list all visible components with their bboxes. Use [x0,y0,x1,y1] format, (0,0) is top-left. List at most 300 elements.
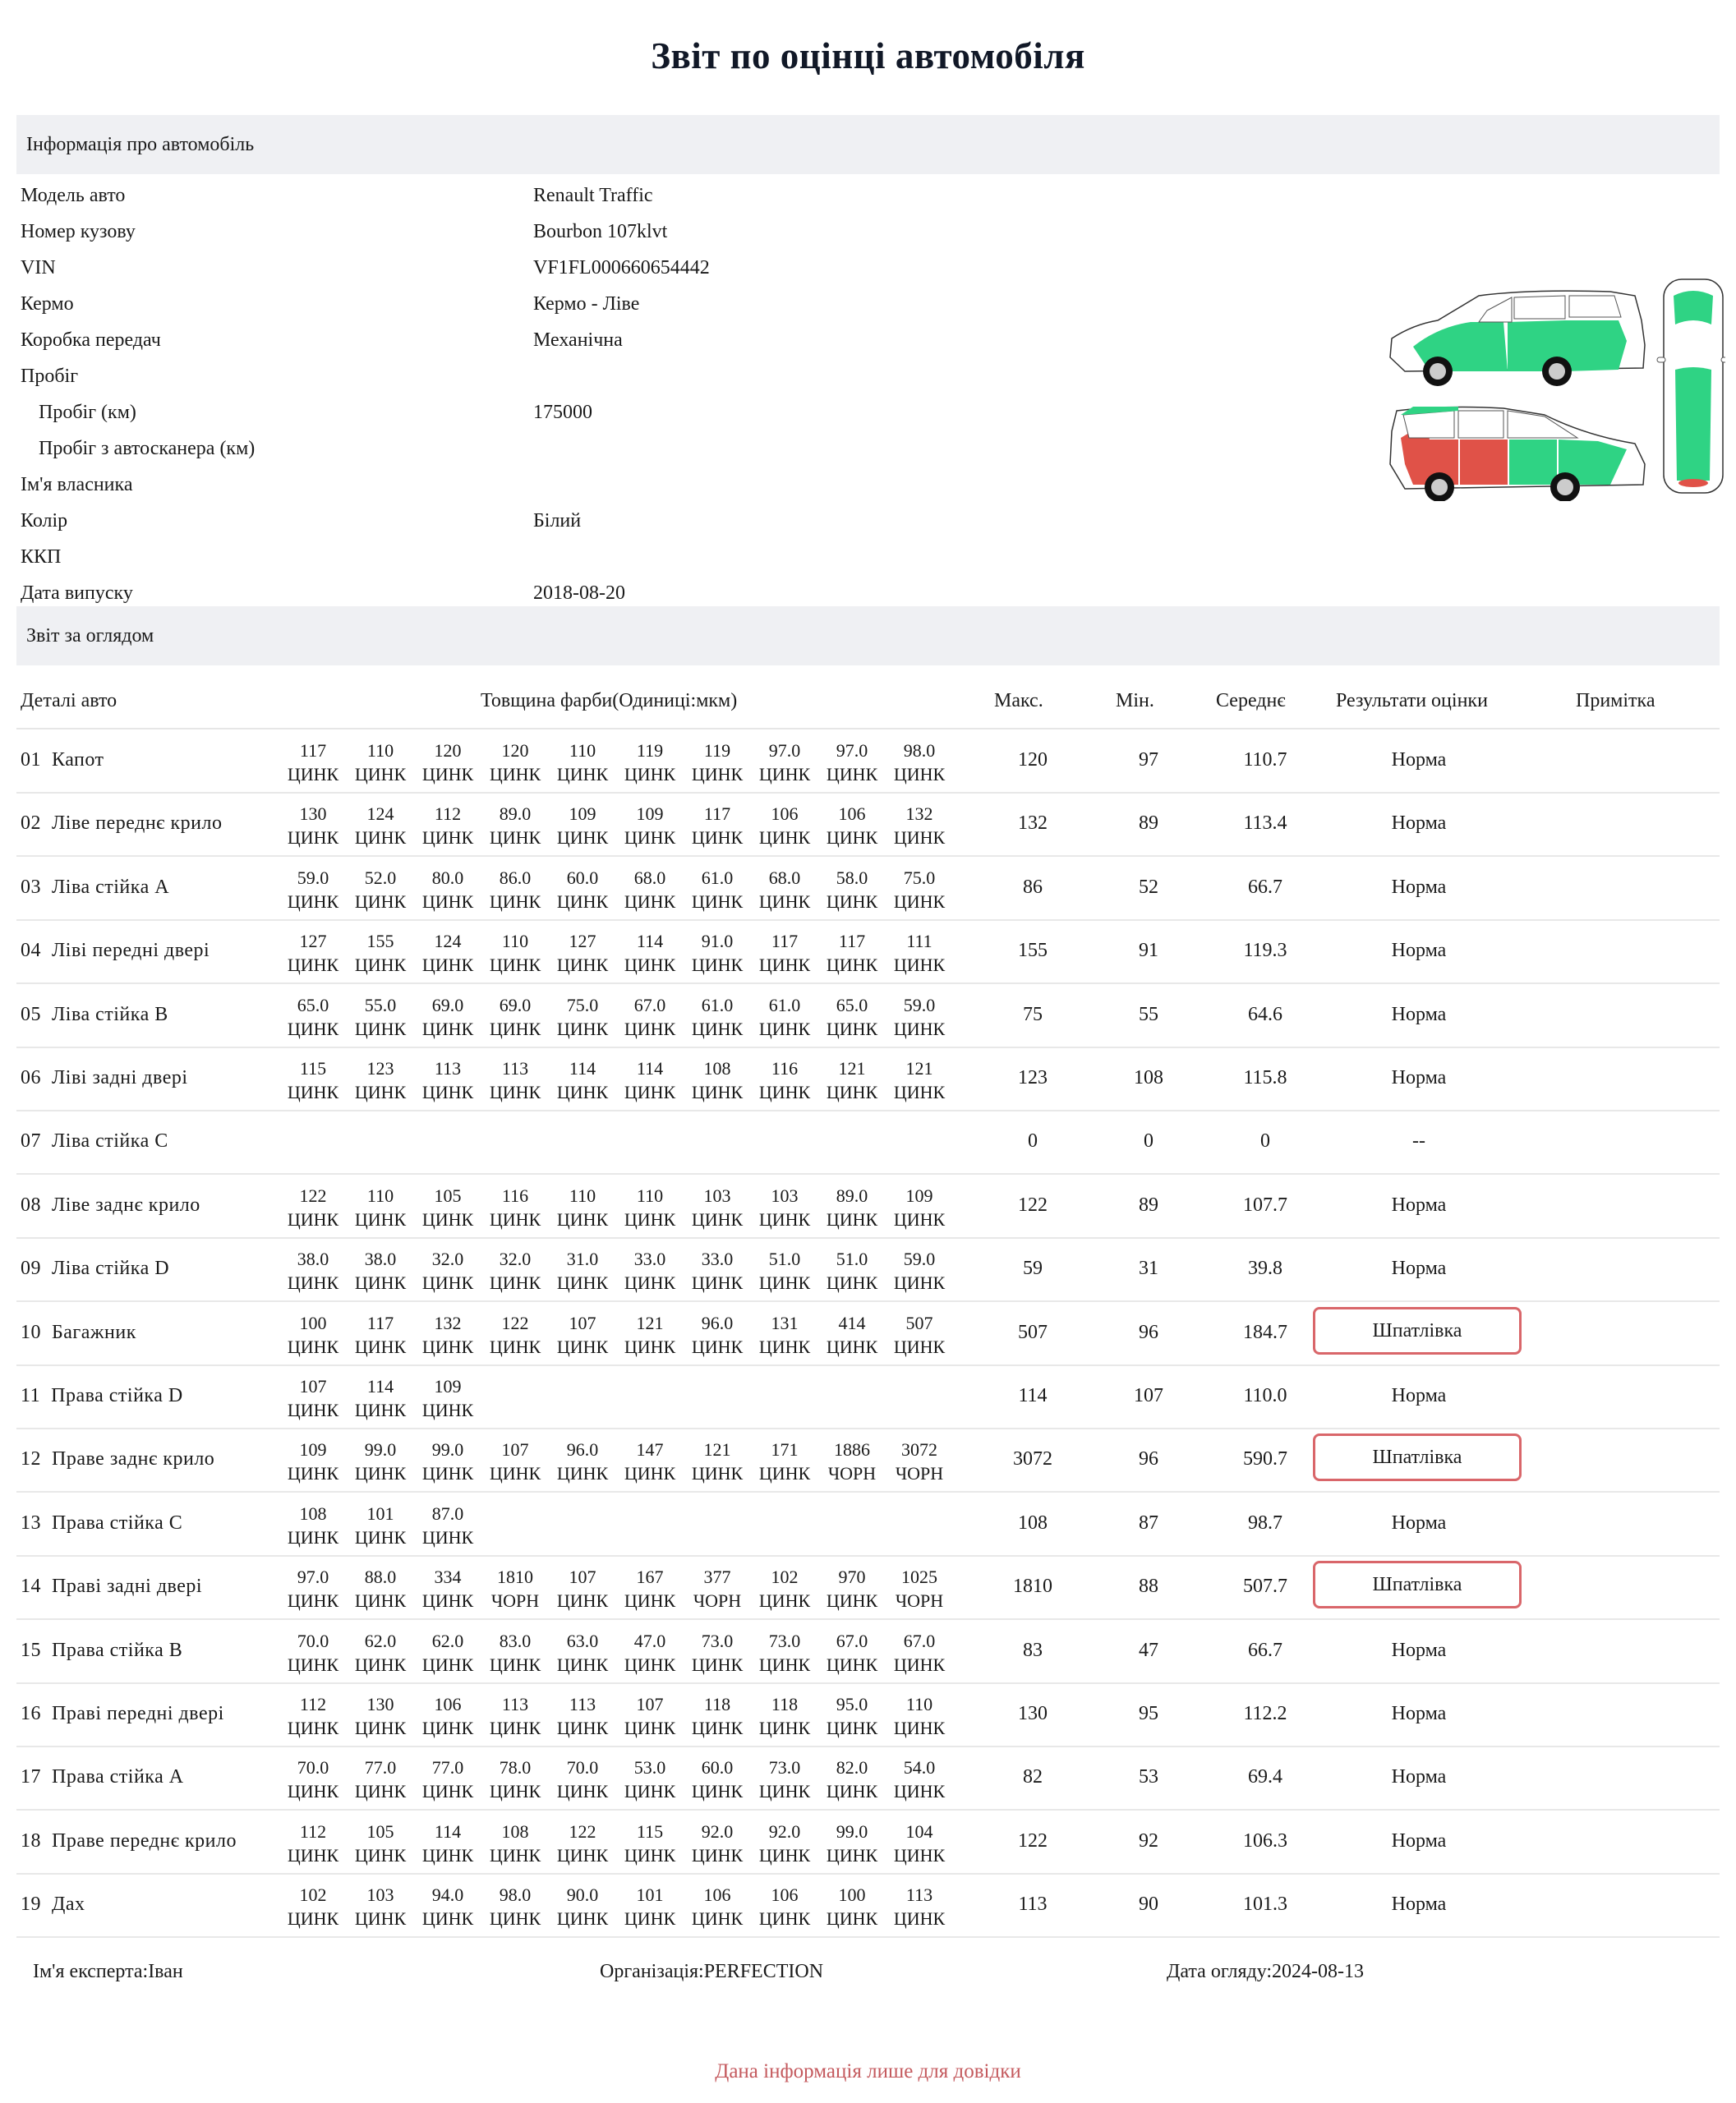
thickness-reading [347,1247,414,1295]
reading-material: ЦИНК [624,1654,676,1675]
result-status: Норма [1391,876,1447,898]
value-avg: 66.7 [1248,1639,1282,1661]
thickness-readings [279,1247,953,1295]
thickness-reading [414,1247,481,1295]
thickness-reading [886,1692,953,1740]
reading-value: 32.0 [431,1249,464,1270]
reading-value: 94.0 [431,1884,464,1906]
reading-material: ЦИНК [489,1654,541,1675]
value-max: 0 [1028,1130,1038,1153]
reading-value: 115 [299,1058,327,1079]
reading-value: 77.0 [364,1757,397,1779]
value-min: 107 [1134,1385,1163,1406]
reading-material: ЦИНК [691,1844,744,1866]
thickness-reading [886,1820,953,1867]
value-max: 122 [1018,1194,1048,1216]
reading-value: 31.0 [566,1249,599,1270]
reading-material: ЦИНК [354,1781,407,1802]
reading-material: ЦИНК [826,1654,878,1675]
reading-material: ЦИНК [758,890,811,912]
reading-material: ЦИНК [556,1718,609,1738]
thickness-reading [414,1692,481,1740]
reading-value: 155 [366,931,394,952]
reading-value: 88.0 [364,1567,397,1588]
reading-value: 92.0 [701,1820,734,1842]
value-min: 90 [1139,1894,1158,1916]
reading-value: 99.0 [836,1820,868,1842]
thickness-reading [751,1247,818,1295]
thickness-reading [818,1629,886,1677]
thickness-reading [616,1056,684,1104]
reading-value: 110 [636,1185,664,1206]
header-avg: Середнє [1216,690,1286,711]
reading-value: 121 [703,1439,731,1461]
reading-material: ЦИНК [421,1590,474,1612]
thickness-reading [481,739,549,786]
thickness-reading [347,1311,414,1359]
thickness-reading [549,1883,616,1930]
thickness-reading [751,1056,818,1104]
thickness-readings [279,1311,953,1359]
info-label: Ім'я власника [21,474,133,495]
thickness-reading [549,1565,616,1613]
part-label: Дах [52,1894,85,1916]
reading-material: ЦИНК [421,1718,474,1738]
table-row [16,1428,1720,1493]
table-row [16,1873,1720,1938]
thickness-reading [414,1438,481,1485]
reading-material: ЦИНК [489,1844,541,1866]
reading-value: 113 [434,1058,462,1079]
reading-material: ЦИНК [691,764,744,785]
reading-value: 52.0 [364,867,397,888]
expert-name: Ім'я експерта:Іван [33,1961,183,1982]
thickness-reading [481,1820,549,1867]
thickness-reading [347,1883,414,1930]
thickness-reading [886,929,953,977]
thickness-reading [481,1184,549,1231]
thickness-reading [818,866,886,913]
thickness-reading [481,993,549,1041]
reading-value: 101 [636,1884,664,1906]
reading-material: ЦИНК [826,1908,878,1930]
thickness-reading [886,1056,953,1104]
value-max: 1810 [1013,1576,1052,1598]
reading-value: 124 [434,931,462,952]
thickness-readings [279,1502,481,1549]
reading-value: 98.0 [903,740,936,761]
thickness-reading [279,1438,347,1485]
reading-material: ЦИНК [421,764,474,785]
value-max: 132 [1018,812,1048,835]
reading-material: ЦИНК [354,1400,407,1420]
reading-material: ЦИНК [758,1908,811,1930]
thickness-reading [751,1883,818,1930]
reading-value: 47.0 [633,1630,666,1651]
table-row [16,1047,1720,1111]
table-row [16,1237,1720,1302]
reading-value: 96.0 [701,1312,734,1333]
table-row [16,1492,1720,1557]
reading-value: 106 [771,803,799,825]
reading-value: 116 [771,1058,799,1079]
reading-value: 113 [501,1694,529,1714]
thickness-reading [549,739,616,786]
info-row [21,179,1253,212]
reading-value: 130 [299,803,327,825]
thickness-reading [751,1692,818,1740]
thickness-reading [886,1184,953,1231]
reading-value: 120 [434,740,462,761]
reading-value: 70.0 [566,1757,599,1779]
reading-material: ЧОРН [895,1463,944,1484]
part-number: 16 [21,1703,41,1724]
value-max: 120 [1018,749,1048,771]
reading-material: ЦИНК [556,1781,609,1802]
reading-material: ЦИНК [893,1844,946,1866]
header-max: Макс. [994,690,1043,711]
reading-value: 60.0 [566,867,599,888]
thickness-reading [279,929,347,977]
report-section-header: Звіт за оглядом [16,606,1720,665]
reading-value: 122 [501,1312,529,1333]
reading-value: 1886 [834,1439,870,1461]
reading-value: 127 [569,931,596,952]
reading-material: ЦИНК [691,1781,744,1802]
thickness-reading [481,1629,549,1677]
part-number: 14 [21,1576,41,1598]
reading-value: 113 [569,1694,596,1714]
part-number: 07 [21,1130,41,1153]
value-min: 52 [1139,876,1158,898]
reading-material: ЦИНК [354,1336,407,1357]
reading-material: ЦИНК [287,1718,339,1738]
reading-value: 1810 [497,1567,533,1588]
reading-material: ЦИНК [691,827,744,849]
reading-material: ЦИНК [691,1336,744,1357]
reading-value: 122 [299,1185,327,1206]
reading-material: ЦИНК [758,1781,811,1802]
result-status: Норма [1391,1703,1447,1724]
result-status: Норма [1391,1766,1447,1788]
reading-value: 108 [299,1502,327,1524]
reading-material: ЦИНК [826,1590,878,1612]
reading-value: 102 [299,1884,327,1906]
reading-material: ЧОРН [827,1463,877,1484]
reading-value: 110 [366,1185,394,1206]
reading-material: ЦИНК [893,1336,946,1357]
reading-value: 114 [569,1058,596,1079]
thickness-reading [279,1502,347,1549]
reading-value: 106 [838,803,866,825]
info-value: Renault Traffic [533,185,653,206]
part-number: 04 [21,940,41,962]
reading-value: 51.0 [768,1249,801,1270]
info-label: ККП [21,546,62,568]
reading-value: 77.0 [431,1757,464,1779]
reading-value: 112 [299,1820,327,1842]
reading-material: ЦИНК [826,764,878,785]
result-badge-putty: Шпатлівка [1313,1433,1522,1481]
thickness-reading [684,866,751,913]
thickness-reading [347,1184,414,1231]
info-row [21,396,1253,429]
reading-value: 167 [636,1567,664,1588]
thickness-reading [279,1311,347,1359]
reading-material: ЦИНК [826,1336,878,1357]
reading-value: 117 [299,740,327,761]
reading-value: 86.0 [499,867,532,888]
reading-material: ЦИНК [758,827,811,849]
reading-value: 507 [905,1312,933,1333]
reading-material: ЦИНК [826,1082,878,1102]
thickness-reading [684,739,751,786]
reading-value: 117 [703,803,731,825]
part-label: Праве переднє крило [52,1829,237,1852]
thickness-reading [616,1184,684,1231]
reading-material: ЦИНК [287,764,339,785]
reading-material: ЦИНК [691,1654,744,1675]
info-value: Кермо - Ліве [533,293,640,315]
thickness-reading [886,802,953,849]
thickness-reading [347,866,414,913]
value-max: 83 [1023,1639,1043,1661]
value-avg: 184.7 [1243,1321,1287,1343]
reading-value: 103 [366,1884,394,1906]
part-name [21,1810,237,1873]
part-label: Ліві передні двері [52,940,210,962]
value-max: 113 [1018,1894,1048,1916]
reading-value: 110 [366,740,394,761]
reading-material: ЦИНК [624,827,676,849]
part-label: Праві передні двері [52,1703,224,1724]
value-avg: 110.7 [1243,749,1287,771]
thickness-reading [279,1883,347,1930]
reading-value: 60.0 [701,1757,734,1779]
reading-material: ЦИНК [826,890,878,912]
part-name [21,1555,202,1618]
part-label: Багажник [52,1321,136,1343]
value-avg: 113.4 [1243,812,1287,835]
reading-value: 109 [905,1185,933,1206]
reading-material: ЦИНК [624,1082,676,1102]
thickness-reading [279,1629,347,1677]
reading-value: 68.0 [768,867,801,888]
value-min: 92 [1139,1829,1158,1852]
reading-material: ЦИНК [421,1463,474,1484]
reading-material: ЦИНК [287,890,339,912]
reading-value: 61.0 [768,994,801,1015]
thickness-reading [279,1247,347,1295]
thickness-readings [279,929,953,977]
thickness-reading [616,1247,684,1295]
reading-value: 113 [905,1884,933,1906]
reading-material: ЦИНК [893,1018,946,1039]
thickness-reading [347,1056,414,1104]
reading-material: ЦИНК [421,1654,474,1675]
reading-material: ЦИНК [556,1654,609,1675]
thickness-reading [616,929,684,977]
part-label: Права стійка A [52,1766,184,1788]
part-name [21,729,104,792]
value-min: 47 [1139,1639,1158,1661]
part-label: Ліві задні двері [52,1067,188,1088]
reading-material: ЦИНК [758,1082,811,1102]
table-row [16,983,1720,1048]
part-name [21,1428,214,1491]
reading-material: ЦИНК [489,1018,541,1039]
thickness-reading [347,1756,414,1803]
table-row [16,1174,1720,1239]
info-value: 175000 [533,402,592,423]
reading-material: ЦИНК [758,1718,811,1738]
reading-value: 53.0 [633,1757,666,1779]
reading-material: ЦИНК [826,955,878,976]
thickness-reading [279,1820,347,1867]
value-max: 507 [1018,1321,1048,1343]
value-avg: 39.8 [1248,1258,1282,1280]
thickness-reading [414,1184,481,1231]
header-result: Результати оцінки [1336,690,1488,711]
reading-material: ЦИНК [354,1272,407,1294]
reading-value: 130 [366,1694,394,1714]
reading-value: 970 [838,1567,866,1588]
reading-material: ЦИНК [287,955,339,976]
thickness-reading [279,802,347,849]
thickness-reading [616,1820,684,1867]
reading-value: 108 [703,1058,731,1079]
reading-value: 108 [501,1820,529,1842]
thickness-reading [751,1565,818,1613]
thickness-reading [549,1247,616,1295]
thickness-reading [481,1056,549,1104]
reading-value: 62.0 [431,1630,464,1651]
thickness-reading [414,993,481,1041]
part-label: Ліва стійка C [52,1130,168,1153]
thickness-reading [414,1629,481,1677]
reading-value: 114 [434,1820,462,1842]
reading-material: ЦИНК [354,827,407,849]
reading-material: ЦИНК [556,1208,609,1230]
value-min: 89 [1139,1194,1158,1216]
reading-material: ЦИНК [826,1781,878,1802]
reading-value: 90.0 [566,1884,599,1906]
reading-value: 58.0 [836,867,868,888]
result-status: -- [1412,1130,1425,1153]
reading-material: ЦИНК [354,955,407,976]
reading-material: ЦИНК [758,1590,811,1612]
reading-value: 3072 [901,1439,937,1461]
thickness-reading [481,1692,549,1740]
reading-value: 132 [905,803,933,825]
part-label: Ліве заднє крило [52,1194,200,1216]
reading-value: 103 [703,1185,731,1206]
info-label: Модель авто [21,185,126,206]
thickness-reading [549,1311,616,1359]
reading-value: 1025 [901,1567,937,1588]
part-number: 10 [21,1321,41,1343]
reading-value: 67.0 [633,994,666,1015]
reading-material: ЦИНК [893,955,946,976]
reading-material: ЦИНК [556,1082,609,1102]
thickness-reading [818,1056,886,1104]
part-number: 05 [21,1003,41,1025]
thickness-reading [818,929,886,977]
info-label: Пробіг [21,366,79,387]
thickness-reading [347,739,414,786]
thickness-reading [751,739,818,786]
reading-value: 171 [771,1439,799,1461]
thickness-reading [886,866,953,913]
reading-material: ЦИНК [354,764,407,785]
part-label: Праве заднє крило [52,1448,215,1470]
reading-material: ЦИНК [556,827,609,849]
reading-material: ЦИНК [624,1463,676,1484]
part-name [21,1746,184,1809]
thickness-reading [751,1184,818,1231]
reading-material: ЦИНК [287,1844,339,1866]
thickness-reading [549,1438,616,1485]
reading-value: 96.0 [566,1439,599,1461]
thickness-reading [751,866,818,913]
reading-value: 121 [838,1058,866,1079]
thickness-readings [279,1374,481,1422]
thickness-reading [414,1374,481,1422]
reading-value: 70.0 [297,1630,329,1651]
value-avg: 106.3 [1243,1829,1287,1852]
value-avg: 98.7 [1248,1512,1282,1534]
part-name [21,792,222,855]
reading-value: 32.0 [499,1249,532,1270]
part-name [21,1110,168,1173]
table-row [16,919,1720,984]
reading-value: 124 [366,803,394,825]
part-number: 08 [21,1194,41,1216]
thickness-reading [684,1056,751,1104]
thickness-reading [549,1692,616,1740]
thickness-readings [279,1820,953,1867]
reading-value: 107 [501,1439,529,1461]
thickness-reading [818,1820,886,1867]
part-name [21,919,210,982]
car-damage-diagram [1380,271,1725,501]
thickness-reading [347,802,414,849]
reading-material: ЦИНК [893,827,946,849]
thickness-reading [818,993,886,1041]
value-avg: 115.8 [1243,1067,1287,1088]
reading-value: 73.0 [768,1757,801,1779]
reading-material: ЦИНК [287,1526,339,1548]
inspection-date: Дата огляду:2024-08-13 [1167,1961,1365,1982]
part-label: Ліва стійка A [52,876,170,898]
part-number: 02 [21,812,41,835]
info-label: Кермо [21,293,74,315]
reading-material: ЦИНК [421,1844,474,1866]
reading-value: 59.0 [903,994,936,1015]
reading-material: ЦИНК [489,764,541,785]
reading-material: ЦИНК [556,764,609,785]
reading-material: ЦИНК [758,1018,811,1039]
thickness-readings [279,1629,953,1677]
info-value: Bourbon 107klvt [533,221,668,242]
reading-value: 67.0 [836,1630,868,1651]
table-row [16,1301,1720,1366]
value-min: 97 [1139,749,1158,771]
reading-value: 112 [434,803,462,825]
result-status: Норма [1391,812,1447,835]
result-status: Норма [1391,1258,1447,1280]
table-row [16,1682,1720,1747]
